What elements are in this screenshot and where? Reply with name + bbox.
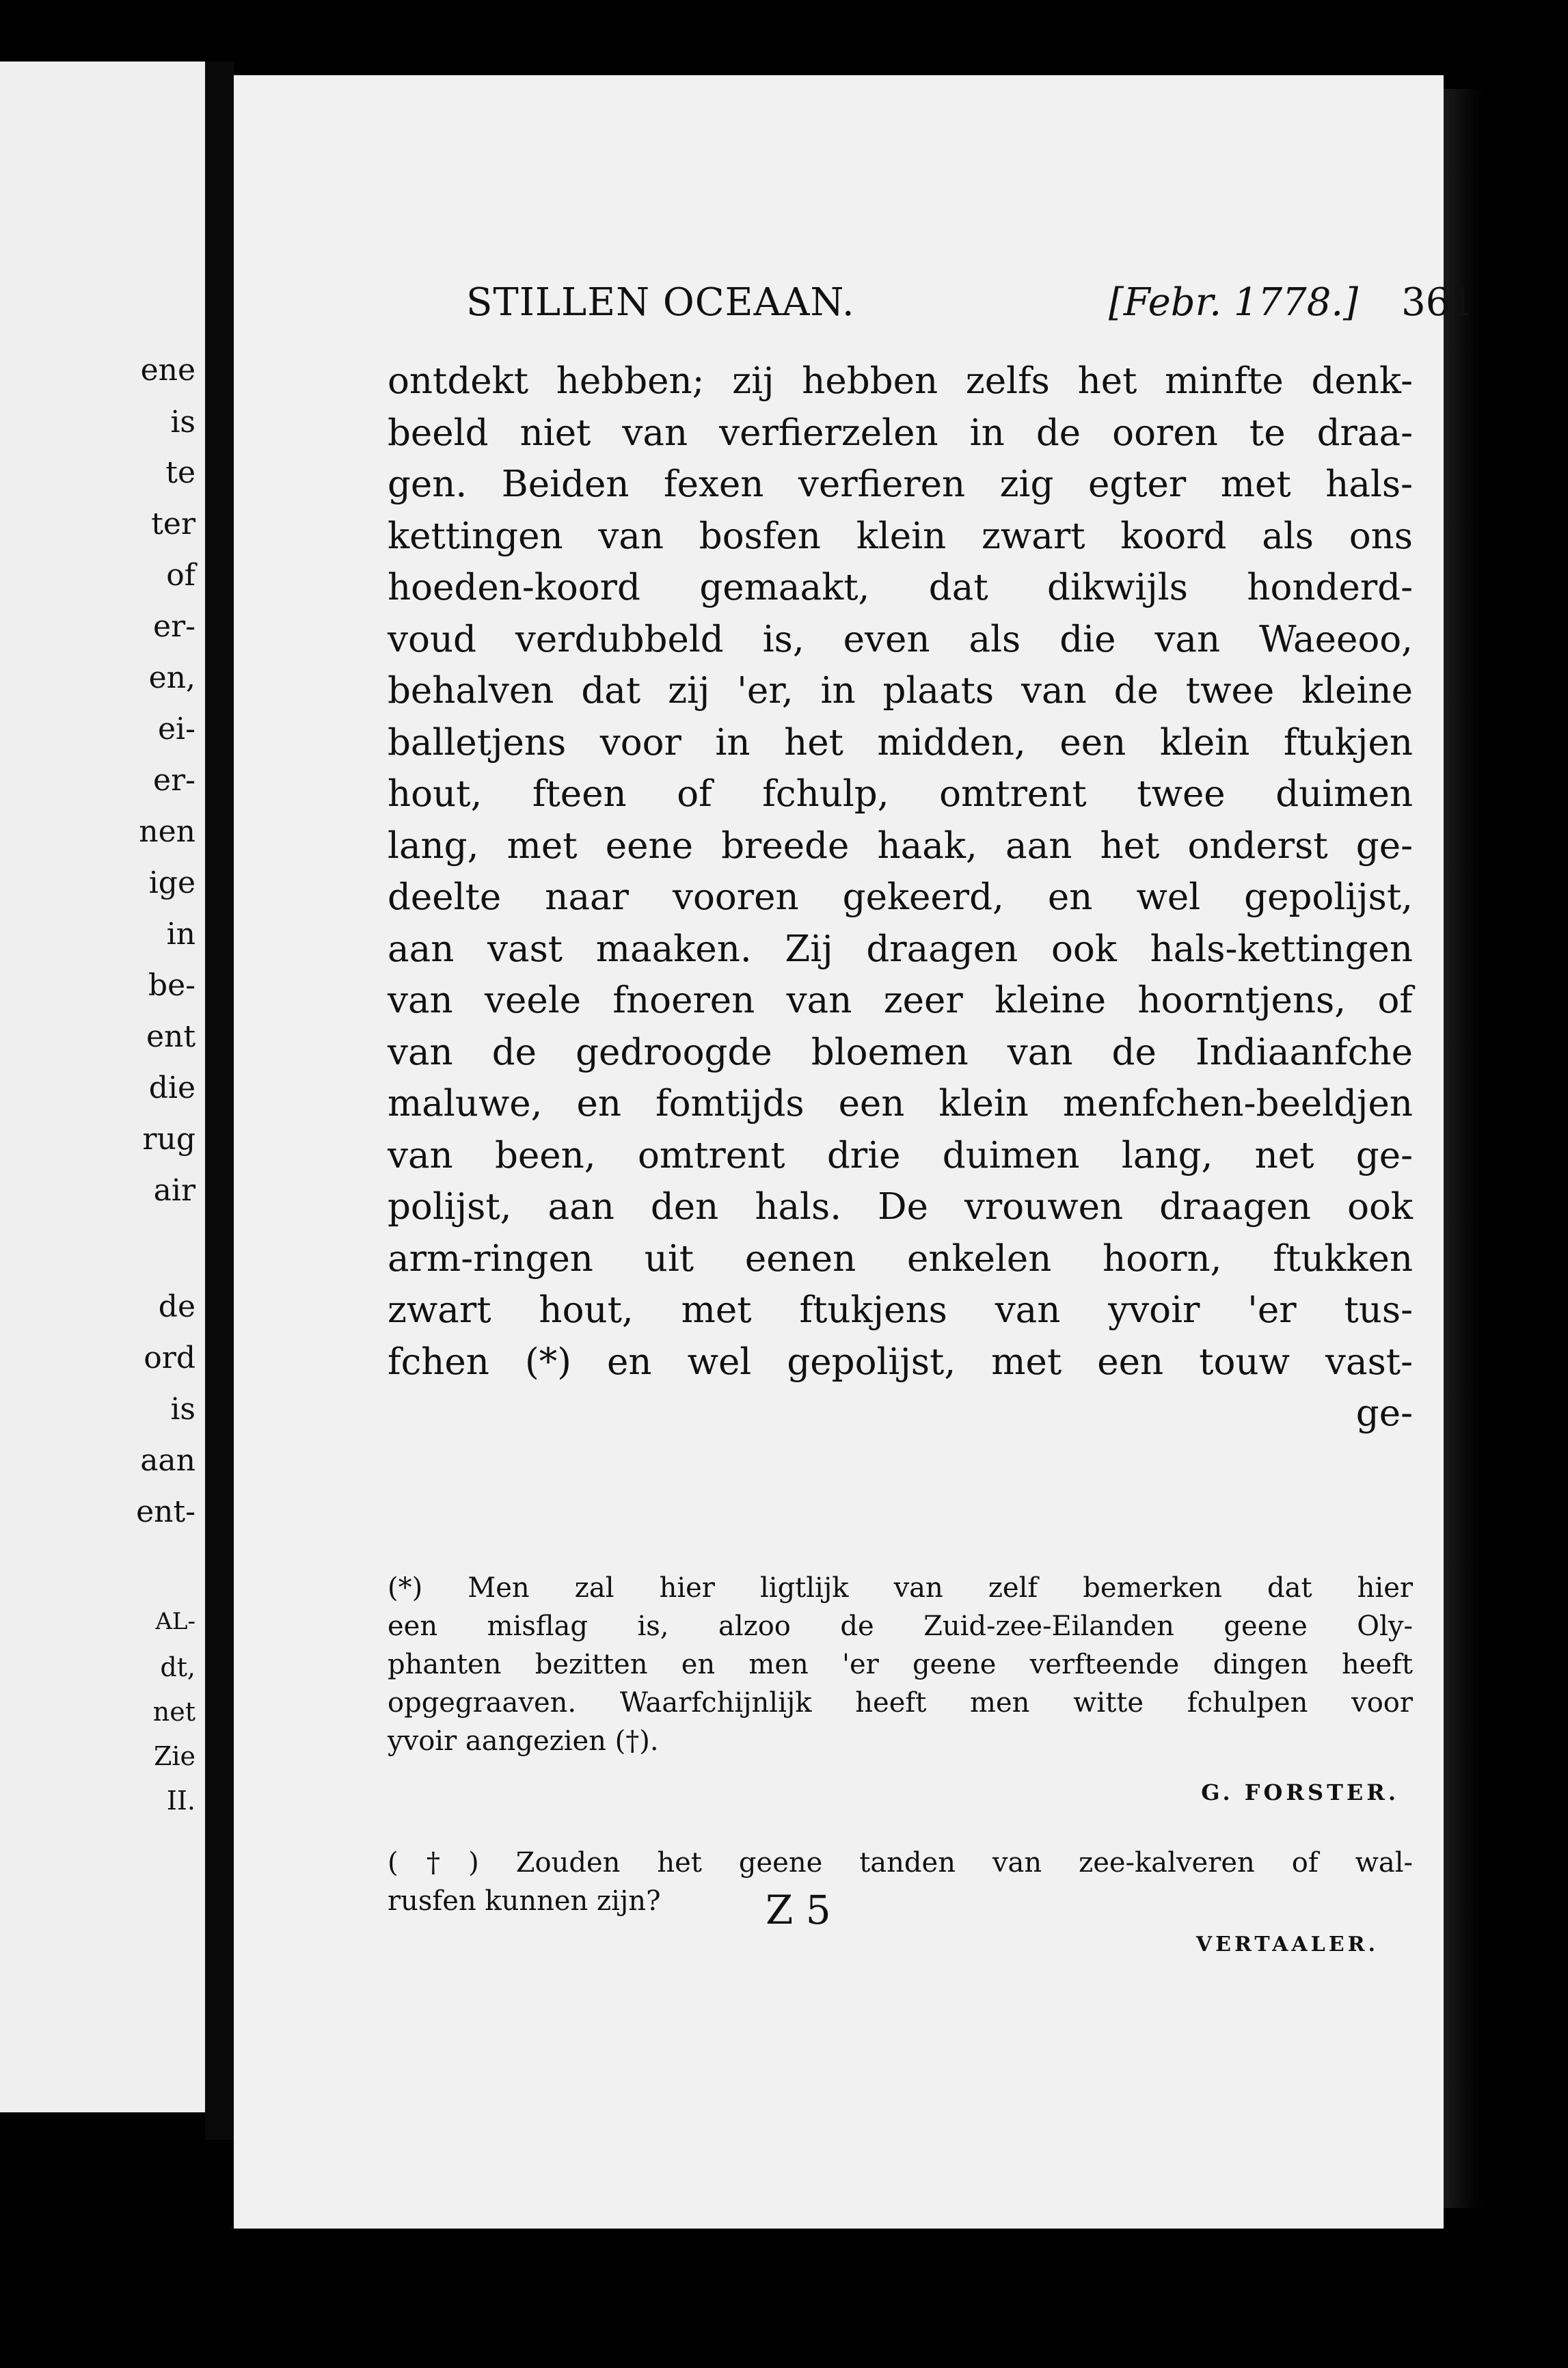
text-line: gen. Beiden fexen verfieren zig egter met hals- — [388, 463, 1413, 505]
text-line: behalven dat zij 'er, in plaats van de twee kleine — [388, 670, 1413, 712]
left-page-text: Zie — [153, 1741, 195, 1771]
left-page-text: er- — [153, 609, 195, 644]
footnote-signature: G. FORSTER. — [1201, 1779, 1399, 1805]
text-line: hout, fteen of fchulp, omtrent twee duimen — [388, 773, 1413, 815]
left-page-text: ene — [140, 353, 195, 388]
left-page-fragment — [0, 62, 205, 2112]
left-page-text: rug — [142, 1122, 195, 1157]
left-page-text: ent- — [136, 1494, 195, 1529]
left-page-text: is — [170, 1392, 195, 1427]
footnote-line: yvoir aangezien (†). — [388, 1725, 659, 1757]
text-line: kettingen van bosfen klein zwart koord als ons — [388, 515, 1413, 557]
left-page-text: er- — [153, 763, 195, 798]
left-page-text: nen — [139, 814, 195, 849]
text-line: aan vast maaken. Zij draagen ook hals-kettingen — [388, 928, 1413, 970]
footnote-line: een misflag is, alzoo de Zuid-zee-Eilanden geene Oly- — [388, 1611, 1413, 1642]
page-edge — [1444, 89, 1491, 2208]
text-line: maluwe, en fomtijds een klein menfchen-beeldjen — [388, 1083, 1413, 1125]
book-gutter — [205, 62, 234, 2140]
text-line: beeld niet van verfierzelen in de ooren te draa- — [388, 412, 1413, 454]
left-page-text: II. — [166, 1786, 195, 1816]
left-page-text: dt, — [160, 1652, 195, 1682]
text-line: van veele fnoeren van zeer kleine hoorntjens, of — [388, 980, 1413, 1021]
left-page-text: of — [166, 558, 195, 593]
text-line: van de gedroogde bloemen van de Indiaanfche — [388, 1031, 1413, 1073]
text-line: van been, omtrent drie duimen lang, net ge- — [388, 1134, 1413, 1176]
left-page-text: ter — [151, 507, 195, 541]
left-page-text: ord — [144, 1341, 195, 1375]
footnote-line: (†) Zouden het geene tanden van zee-kalveren of wal- — [388, 1847, 1413, 1879]
printer-signature-mark: Z 5 — [766, 1887, 831, 1933]
running-date: [Febr. 1778.] — [1109, 280, 1359, 325]
left-page-text: is — [170, 405, 195, 440]
footnotes — [388, 1569, 1413, 1965]
footnote-line: (*) Men zal hier ligtlijk van zelf bemerken dat hier — [388, 1572, 1413, 1604]
text-line: zwart hout, met ftukjens van yvoir 'er tus- — [388, 1289, 1413, 1331]
text-line: balletjens voor in het midden, een klein ftukjen — [388, 721, 1413, 764]
left-page-text: en, — [148, 660, 195, 695]
left-page-text: ent — [146, 1019, 195, 1054]
catchword: ge- — [1355, 1392, 1413, 1434]
text-line: hoeden-koord gemaakt, dat dikwijls honderd- — [388, 567, 1413, 608]
body-text — [388, 355, 1413, 1440]
footnote-line: phanten bezitten en men 'er geene verfteende dingen heeft — [388, 1649, 1413, 1680]
text-line: deelte naar vooren gekeerd, en wel gepolijst, — [388, 876, 1413, 918]
footnote-line: opgegraaven. Waarfchijnlijk heeft men witte fchulpen voor — [388, 1687, 1413, 1719]
text-line: lang, met eene breede haak, aan het onderst ge- — [388, 824, 1413, 867]
left-page-text: die — [148, 1071, 195, 1105]
page-number: 361 — [1401, 280, 1474, 325]
left-page-text: ige — [148, 865, 195, 900]
left-page-text: net — [152, 1697, 195, 1727]
left-page-text: AL- — [155, 1608, 195, 1635]
text-line: fchen (*) en wel gepolijst, met een touw vast- — [388, 1341, 1413, 1383]
book-page — [234, 75, 1474, 2229]
text-line: polijst, aan den hals. De vrouwen draagen ook — [388, 1186, 1413, 1228]
left-page-text: aan — [140, 1443, 195, 1478]
footnote-line: rusfen kunnen zijn? — [388, 1885, 661, 1917]
footnote-signature: VERTAALER. — [1195, 1933, 1379, 1956]
left-page-text: ei- — [158, 712, 195, 746]
text-line: ontdekt hebben; zij hebben zelfs het minfte denk- — [388, 360, 1413, 402]
left-page-text: be- — [148, 968, 195, 1003]
left-page-text: te — [165, 455, 195, 490]
running-header — [466, 280, 1474, 328]
left-page-text: in — [166, 917, 195, 952]
text-line: arm-ringen uit eenen enkelen hoorn, ftukken — [388, 1237, 1413, 1280]
left-page-text: de — [158, 1289, 195, 1324]
text-line: voud verdubbeld is, even als die van Waeeoo, — [388, 618, 1413, 660]
left-page-text: air — [153, 1173, 195, 1208]
running-title: STILLEN OCEAAN. — [466, 280, 855, 325]
